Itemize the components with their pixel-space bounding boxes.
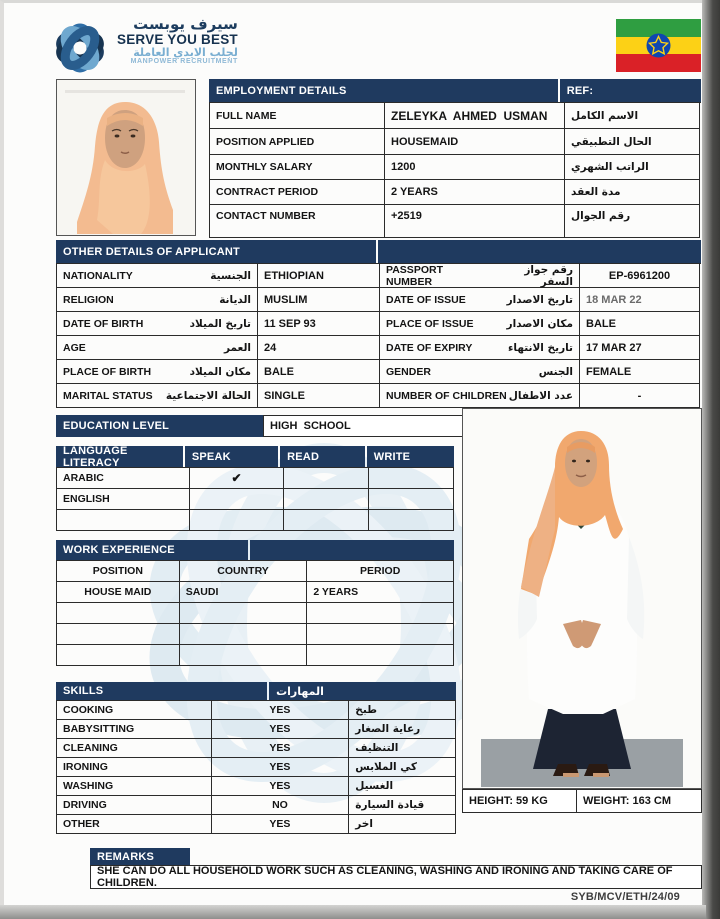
serve-you-best-logo-icon — [49, 17, 111, 79]
field-label-arabic: مكان الاصدار — [506, 317, 573, 330]
field-label-arabic: مدة العقد — [565, 180, 700, 205]
field-label: GENDER — [386, 365, 431, 378]
skill-value: YES — [212, 758, 350, 777]
field-label: PLACE OF ISSUE — [386, 317, 474, 330]
field-value: 11 SEP 93 — [258, 312, 380, 336]
skill-value: YES — [212, 739, 350, 758]
skill-label-arabic: كي الملابس — [349, 758, 456, 777]
field-label-arabic: الجنسية — [210, 269, 251, 282]
logo-tagline: MANPOWER RECRUITMENT — [130, 58, 238, 66]
table-row — [210, 180, 701, 205]
field-label-arabic: رقم جواز السفر — [524, 263, 573, 288]
field-label-arabic: تاريخ الاصدار — [506, 293, 573, 306]
field-value: 24 — [258, 336, 380, 360]
position-value — [57, 603, 180, 624]
period-value — [307, 645, 454, 666]
skill-label-arabic: التنظيف — [349, 739, 456, 758]
weight-value: WEIGHT: 163 CM — [577, 789, 702, 813]
table-row — [57, 510, 454, 531]
skill-label: WASHING — [57, 777, 212, 796]
field-label: NATIONALITY — [63, 269, 133, 282]
skills-title-arabic: المهارات — [269, 682, 456, 700]
other-details-title: OTHER DETAILS OF APPLICANT — [56, 240, 376, 263]
country-value — [180, 624, 308, 645]
skill-value: YES — [212, 815, 350, 834]
speak-check — [190, 510, 285, 531]
skill-label: OTHER — [57, 815, 212, 834]
field-label-arabic: تاريخ الميلاد — [189, 317, 251, 330]
position-value — [57, 624, 180, 645]
column-header: PERIOD — [307, 561, 454, 582]
field-label: CONTRACT PERIOD — [210, 180, 385, 205]
field-label-arabic: عدد الاطفال — [508, 389, 573, 402]
language-name — [57, 510, 190, 531]
field-value: ETHIOPIAN — [258, 264, 380, 288]
table-row — [57, 758, 456, 777]
speak-check — [190, 489, 285, 510]
work-experience-title-spacer — [250, 540, 455, 560]
skill-label-arabic: رعاية الصغار — [349, 720, 456, 739]
document-reference-code: SYB/MCV/ETH/24/09 — [570, 891, 680, 903]
language-name: ARABIC — [57, 468, 190, 489]
column-header: COUNTRY — [180, 561, 308, 582]
field-label: PASSPORT NUMBER — [386, 263, 443, 288]
column-header: LANGUAGE LITERACY — [56, 446, 183, 467]
education-level-row — [56, 415, 466, 437]
table-row — [210, 205, 701, 238]
education-level-value: HIGH SCHOOL — [263, 415, 466, 437]
language-name: ENGLISH — [57, 489, 190, 510]
speak-check: ✔ — [190, 468, 285, 489]
work-experience-title: WORK EXPERIENCE — [56, 540, 248, 560]
field-value: EP-6961200 — [580, 264, 700, 288]
skill-label: BABYSITTING — [57, 720, 212, 739]
table-row — [57, 701, 456, 720]
table-row — [57, 288, 701, 312]
other-details-table — [56, 240, 701, 408]
ethiopia-flag — [616, 19, 701, 72]
skill-label: DRIVING — [57, 796, 212, 815]
logo-arabic-tagline: لجلب الايدي العاملة — [133, 45, 238, 59]
table-row — [57, 645, 454, 666]
applicant-portrait-photo — [56, 79, 196, 236]
field-value: ZELEYKA AHMED USMAN — [385, 103, 565, 129]
write-check — [369, 510, 454, 531]
skill-value: YES — [212, 777, 350, 796]
field-label: MONTHLY SALARY — [210, 155, 385, 180]
table-row — [57, 312, 701, 336]
agency-logo — [49, 17, 238, 79]
skills-table — [56, 682, 456, 834]
field-value: SINGLE — [258, 384, 380, 408]
skill-value: YES — [212, 701, 350, 720]
field-value: 2 YEARS — [385, 180, 565, 205]
field-label: DATE OF ISSUE — [386, 293, 466, 306]
field-label-arabic: الحال التطبيقي — [565, 129, 700, 155]
employment-details-table — [209, 79, 701, 238]
read-check — [284, 489, 369, 510]
remarks-title: REMARKS — [90, 848, 190, 865]
table-row — [57, 777, 456, 796]
field-label: AGE — [63, 341, 86, 354]
field-value: 17 MAR 27 — [580, 336, 700, 360]
field-label-arabic: الراتب الشهري — [565, 155, 700, 180]
country-value — [180, 603, 308, 624]
field-value: 1200 — [385, 155, 565, 180]
logo-name: SERVE YOU BEST — [117, 31, 238, 47]
field-value: MUSLIM — [258, 288, 380, 312]
skill-label: COOKING — [57, 701, 212, 720]
skill-label: IRONING — [57, 758, 212, 777]
logo-arabic-name: سيرف يوبست — [133, 15, 238, 33]
table-row — [57, 264, 701, 288]
scan-shadow-bottom — [0, 905, 706, 919]
skill-label-arabic: طبخ — [349, 701, 456, 720]
country-value: SAUDI — [180, 582, 308, 603]
field-value: FEMALE — [580, 360, 700, 384]
height-value: HEIGHT: 59 KG — [462, 789, 577, 813]
field-label-arabic: رقم الجوال — [565, 205, 700, 238]
column-header: SPEAK — [185, 446, 278, 467]
field-label: CONTACT NUMBER — [210, 205, 385, 238]
ref-label: REF: — [560, 79, 701, 102]
column-header: WRITE — [367, 446, 454, 467]
field-label: NUMBER OF CHILDREN — [386, 389, 507, 402]
body-measurements-row — [462, 789, 702, 813]
field-label-arabic: مكان الميلاد — [189, 365, 251, 378]
read-check — [284, 510, 369, 531]
column-header: POSITION — [57, 561, 180, 582]
period-value — [307, 624, 454, 645]
position-value — [57, 645, 180, 666]
field-label-arabic: العمر — [223, 341, 251, 354]
write-check — [369, 489, 454, 510]
other-details-title-spacer — [378, 240, 701, 263]
work-experience-table — [56, 540, 454, 666]
field-value: +2519 — [385, 205, 565, 238]
field-label-arabic: الاسم الكامل — [565, 103, 700, 129]
field-value: HOUSEMAID — [385, 129, 565, 155]
period-value — [307, 603, 454, 624]
field-label: PLACE OF BIRTH — [63, 365, 152, 378]
table-row — [57, 739, 456, 758]
skills-title: SKILLS — [56, 682, 267, 700]
table-row — [57, 815, 456, 834]
table-row — [210, 103, 701, 129]
table-row — [57, 720, 456, 739]
education-level-label: EDUCATION LEVEL — [56, 415, 263, 437]
table-row — [57, 384, 701, 408]
skill-label-arabic: قيادة السيارة — [349, 796, 456, 815]
language-literacy-table — [56, 446, 454, 531]
table-row — [57, 624, 454, 645]
table-header-row — [57, 561, 454, 582]
field-value: BALE — [258, 360, 380, 384]
skill-value: NO — [212, 796, 350, 815]
position-value: HOUSE MAID — [57, 582, 180, 603]
table-row — [57, 360, 701, 384]
period-value: 2 YEARS — [307, 582, 454, 603]
remarks-text: SHE CAN DO ALL HOUSEHOLD WORK SUCH AS CLEANING, WASHING AND IRONING AND TAKING CARE OF CHILDREN. — [90, 865, 702, 889]
field-value: - — [580, 384, 700, 408]
table-row — [57, 336, 701, 360]
applicant-fullbody-photo — [462, 408, 702, 789]
scan-shadow-right — [702, 0, 720, 919]
employment-details-title: EMPLOYMENT DETAILS — [209, 79, 558, 102]
table-row — [210, 129, 701, 155]
field-label-arabic: الحالة الاجتماعية — [165, 389, 251, 402]
field-value: BALE — [580, 312, 700, 336]
skill-label-arabic: الغسيل — [349, 777, 456, 796]
table-row — [57, 468, 454, 489]
table-row — [57, 582, 454, 603]
write-check — [369, 468, 454, 489]
country-value — [180, 645, 308, 666]
field-label-arabic: الجنس — [538, 365, 573, 378]
skill-label: CLEANING — [57, 739, 212, 758]
field-label: FULL NAME — [210, 103, 385, 129]
field-label-arabic: تاريخ الانتهاء — [508, 341, 573, 354]
skill-label-arabic: اخر — [349, 815, 456, 834]
table-row — [57, 489, 454, 510]
column-header: READ — [280, 446, 365, 467]
table-row — [57, 603, 454, 624]
field-value: 18 MAR 22 — [580, 288, 700, 312]
table-row — [210, 155, 701, 180]
table-row — [57, 796, 456, 815]
field-label: MARITAL STATUS — [63, 389, 153, 402]
field-label: DATE OF EXPIRY — [386, 341, 473, 354]
field-label: POSITION APPLIED — [210, 129, 385, 155]
field-label-arabic: الديانة — [219, 293, 251, 306]
field-label: DATE OF BIRTH — [63, 317, 144, 330]
skill-value: YES — [212, 720, 350, 739]
read-check — [284, 468, 369, 489]
field-label: RELIGION — [63, 293, 114, 306]
